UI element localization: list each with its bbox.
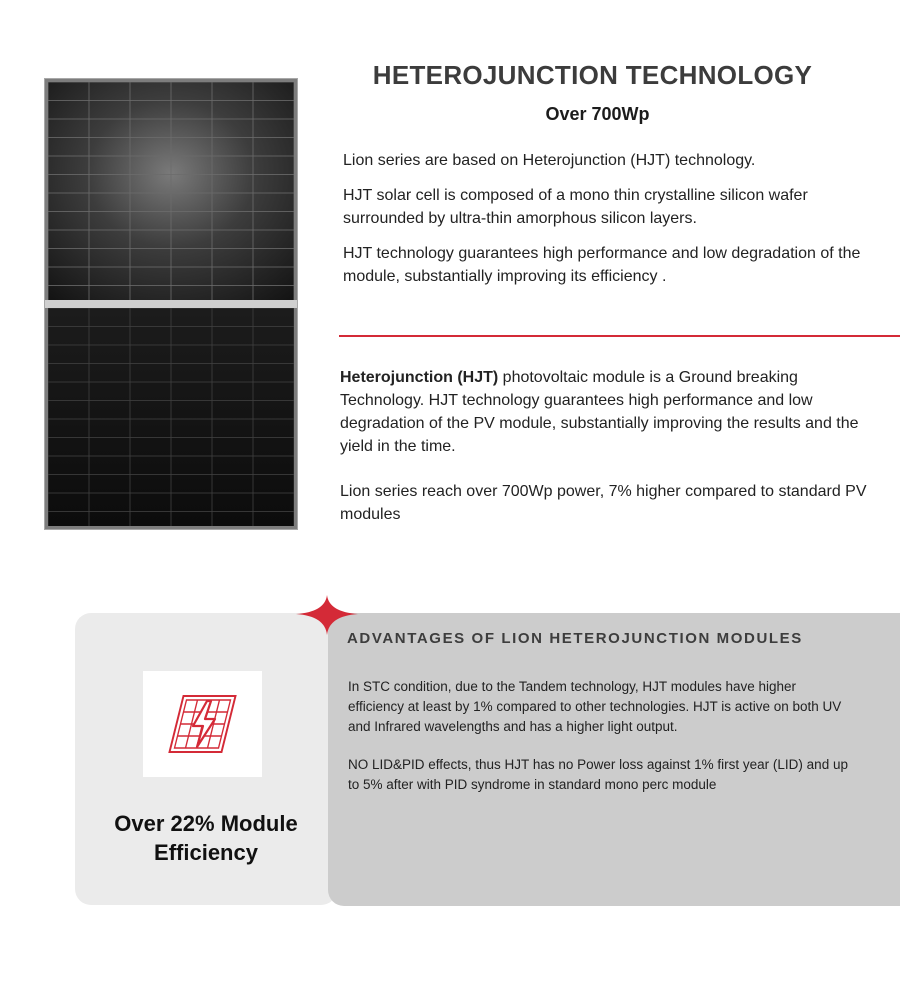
solar-panel-bolt-icon <box>143 671 262 777</box>
advantages-paragraph-2: NO LID&PID effects, thus HJT has no Power loss against 1% first year (LID) and up to 5% after with PID syndrome in standard mono perc module <box>348 757 848 792</box>
solar-panel-graphic <box>45 79 297 529</box>
description-paragraph-1-text: photovoltaic module is a Ground breaking Technology. HJT technology guarantees high performance and low degradation of the PV module, substantially improving the results and the yield in the time. <box>340 369 859 455</box>
description-paragraph-1 <box>340 366 870 458</box>
solar-panel-image <box>44 78 298 530</box>
intro-text <box>343 149 883 300</box>
efficiency-label-line-1: Over 22% Module <box>114 811 298 836</box>
advantages-title: ADVANTAGES OF LION HETEROJUNCTION MODULES <box>347 630 803 647</box>
description-paragraph-2: Lion series reach over 700Wp power, 7% higher compared to standard PV modules <box>340 483 867 523</box>
intro-paragraph-1: Lion series are based on Heterojunction (HJT) technology. <box>343 152 756 169</box>
intro-paragraph-2: HJT solar cell is composed of a mono thin crystalline silicon wafer surrounded by ultra-thin amorphous silicon layers. <box>343 187 808 227</box>
efficiency-card <box>75 613 337 905</box>
efficiency-icon-box <box>143 671 262 777</box>
page-subtitle: Over 700Wp <box>545 104 650 124</box>
advantages-paragraph-1: In STC condition, due to the Tandem technology, HJT modules have higher efficiency at least by 1% compared to other technologies. HJT is active on both UV and Infrared wavelengths and has a higher light output. <box>348 679 842 734</box>
description-bold-term: Heterojunction (HJT) <box>340 369 499 386</box>
advantages-body <box>348 677 853 813</box>
advantages-card <box>328 613 900 906</box>
efficiency-label-line-2: Efficiency <box>154 840 258 865</box>
section-divider <box>339 335 900 337</box>
page-title: HETEROJUNCTION TECHNOLOGY <box>372 60 813 90</box>
sparkle-icon <box>296 595 358 635</box>
efficiency-label <box>75 809 337 867</box>
intro-paragraph-3: HJT technology guarantees high performance and low degradation of the module, substantially improving its efficiency . <box>343 245 861 285</box>
description-text <box>340 366 870 548</box>
